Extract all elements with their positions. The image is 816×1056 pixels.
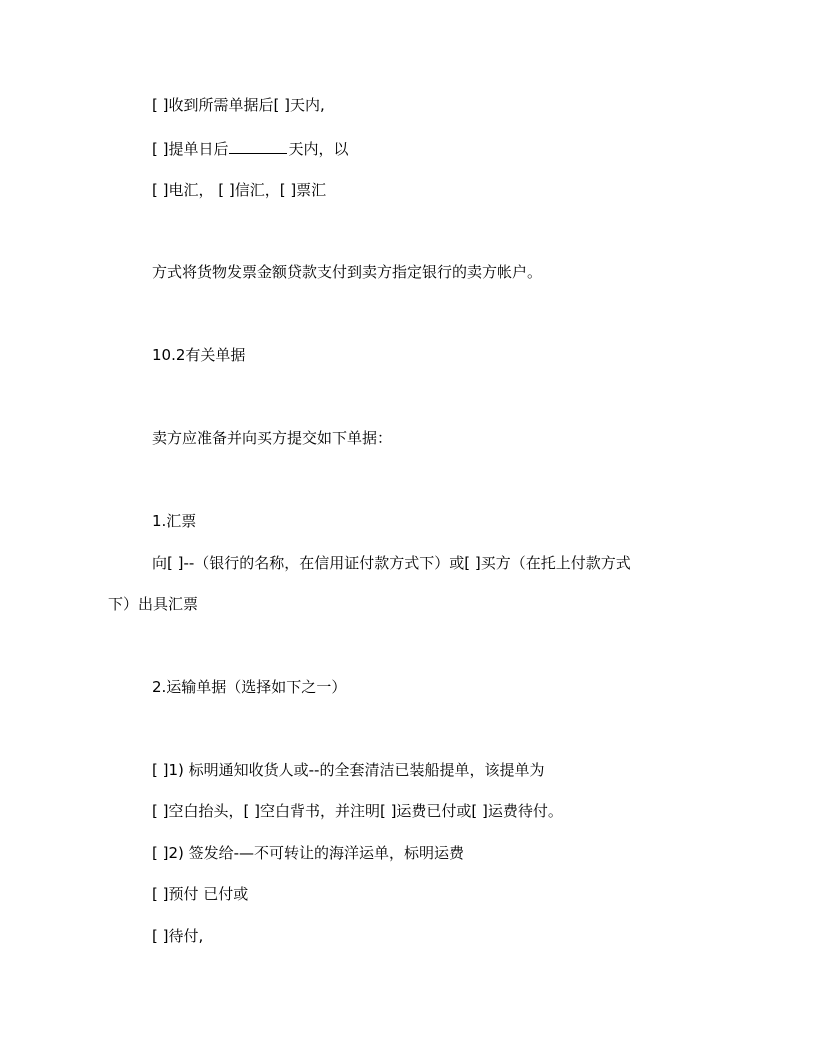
remittance-method-options: [ ]电汇， [ ]信汇，[ ]票汇 [152, 181, 327, 199]
payment-method-sentence: 方式将货物发票金额贷款支付到卖方指定银行的卖方帐户。 [152, 263, 543, 281]
days-within-text: 天内，以 [288, 140, 349, 158]
bl-date-text: [ ]提单日后 [152, 140, 229, 158]
bill-of-exchange-line-2: 下）出具汇票 [108, 595, 199, 613]
seller-documents-intro: 卖方应准备并向买方提交如下单据： [152, 429, 393, 447]
item-bill-of-exchange: 1.汇票 [152, 512, 197, 530]
freight-collect-option: [ ]待付, [152, 927, 204, 945]
bill-of-lading-endorsement-options: [ ]空白抬头，[ ]空白背书，并注明[ ]运费已付或[ ]运费待付。 [152, 802, 563, 820]
item-transport-documents: 2.运输单据（选择如下之一） [152, 678, 347, 696]
payment-term-days-after-documents: [ ]收到所需单据后[ ]天内, [152, 96, 325, 114]
bill-of-exchange-line-1: 向[ ]--（银行的名称，在信用证付款方式下）或[ ]买方（在托上付款方式 [152, 554, 631, 572]
payment-term-days-after-bl [152, 139, 349, 158]
freight-prepaid-option: [ ]预付 已付或 [152, 885, 249, 903]
transport-option-sea-waybill: [ ]2) 签发给-—不可转让的海洋运单，标明运费 [152, 844, 465, 862]
transport-option-bill-of-lading: [ ]1) 标明通知收货人或--的全套清洁已装船提单，该提单为 [152, 761, 545, 779]
days-blank-field [229, 139, 287, 154]
section-heading-documents: 10.2有关单据 [152, 346, 246, 364]
